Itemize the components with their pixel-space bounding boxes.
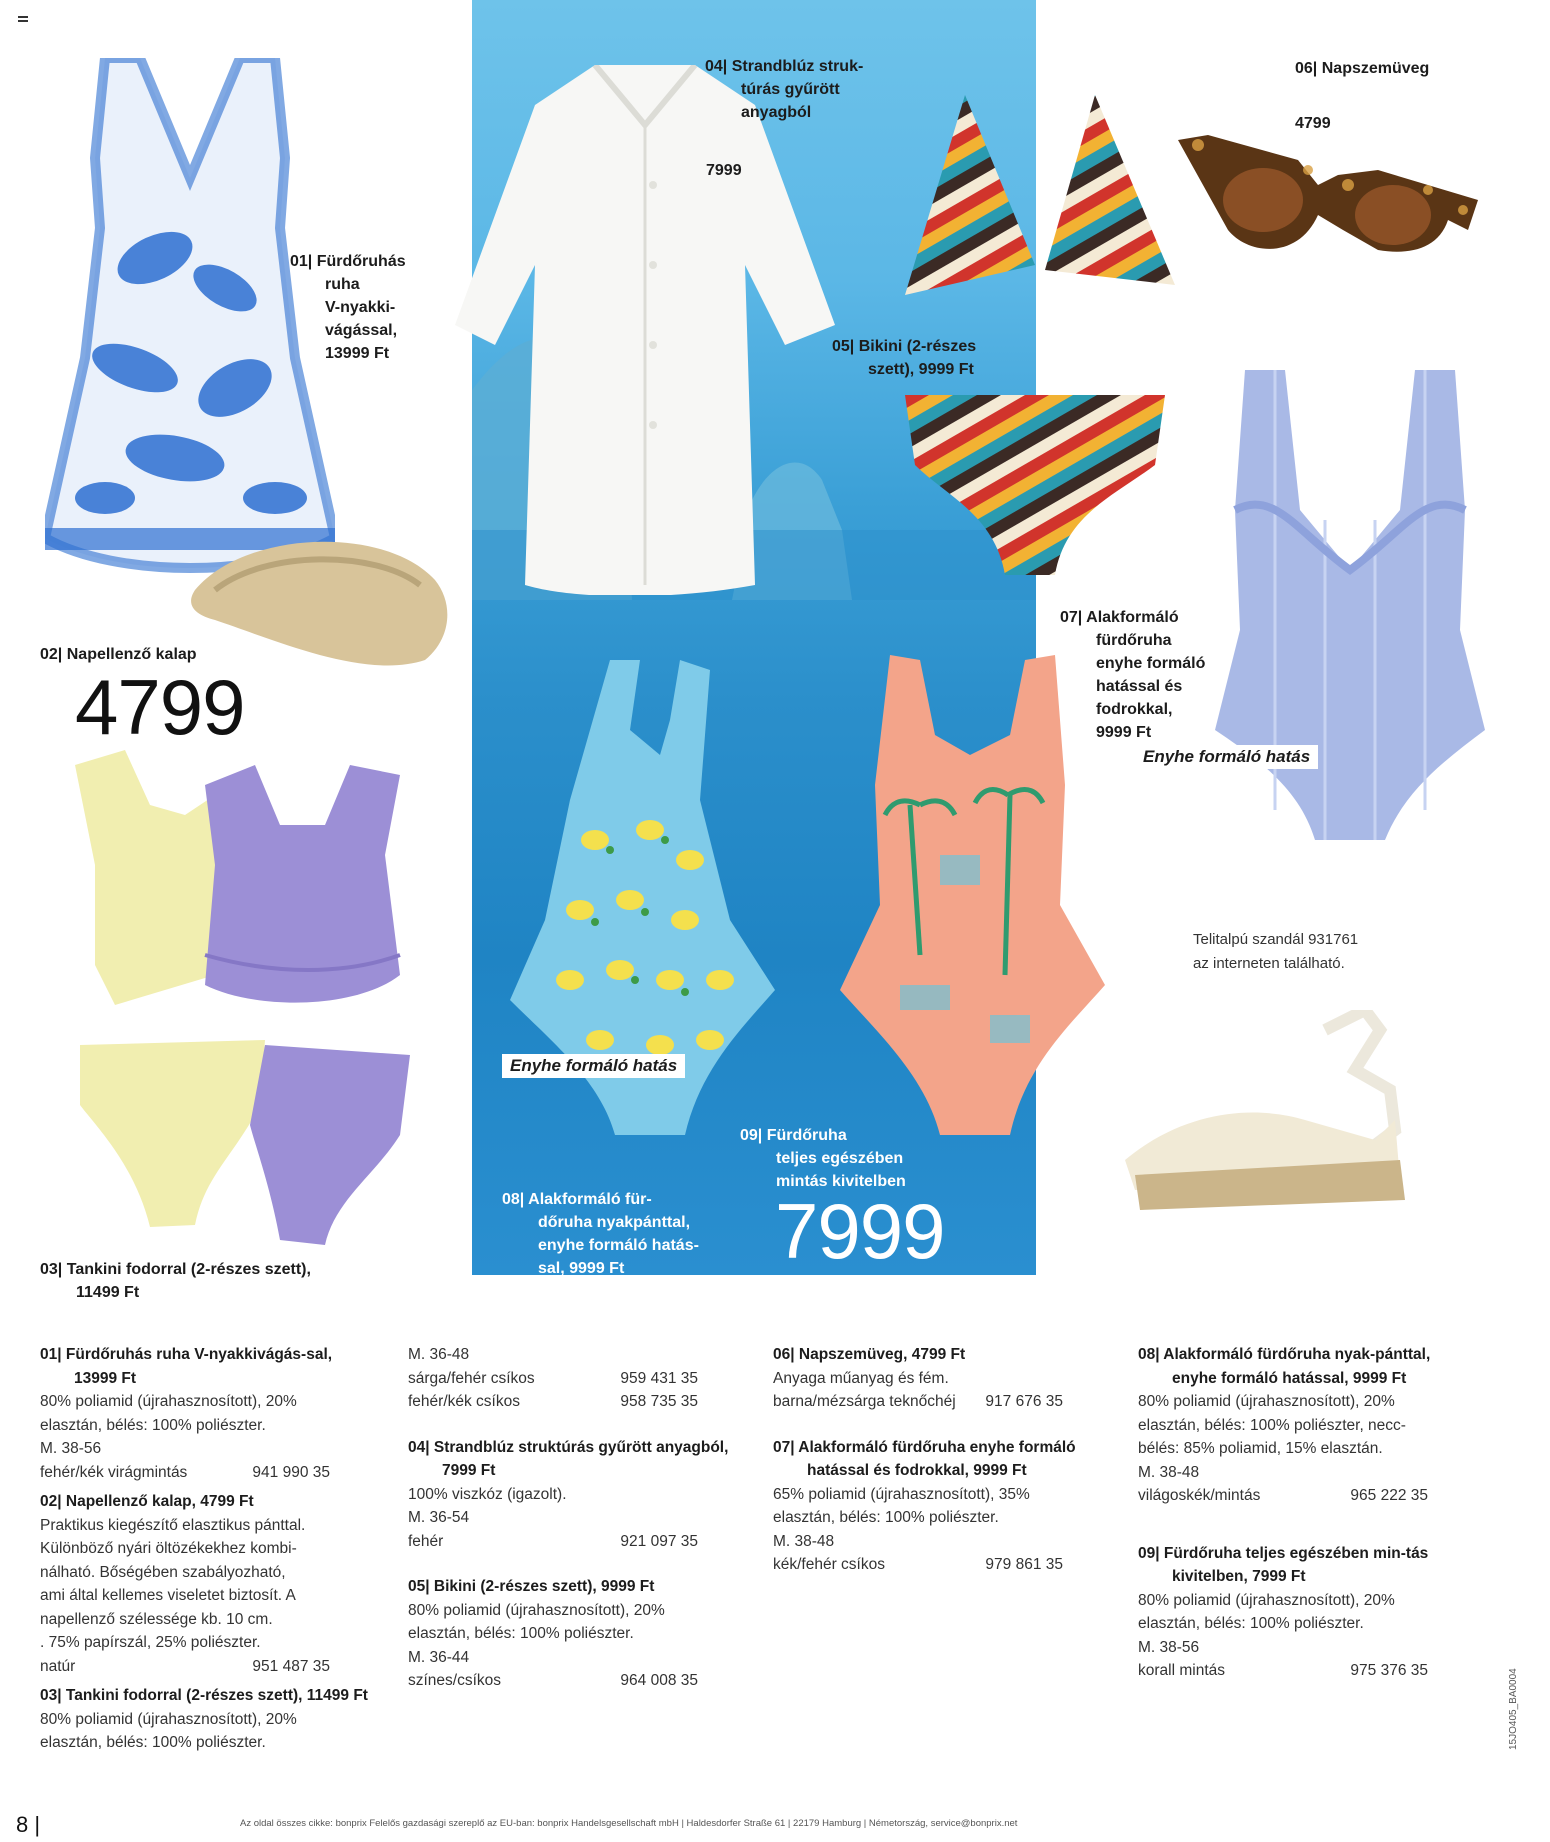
article-number: 921 097 35 <box>620 1532 698 1550</box>
description-entry <box>408 1343 738 1414</box>
label-08-line: enyhe formáló hatás- <box>538 1237 699 1254</box>
description-text: 80% poliamid (újrahasznosított), 20% elasztán, bélés: 100% poliészter. <box>40 1710 297 1751</box>
label-08-line: dőruha nyakpánttal, <box>538 1214 691 1231</box>
description-heading: 03| Tankini fodorral (2-részes szett), 11499 Ft <box>40 1687 368 1704</box>
description-heading: 04| Strandblúz struktúrás gyűrött anyagból, 7999 Ft <box>408 1438 729 1479</box>
label-01-line: ruha <box>325 276 360 293</box>
article-number: 917 676 35 <box>985 1393 1063 1410</box>
description-heading: 08| Alakformáló fürdőruha nyak-pánttal, enyhe formáló hatással, 9999 Ft <box>1138 1346 1431 1387</box>
article-number: 951 487 35 <box>252 1657 330 1675</box>
label-01 <box>290 250 406 365</box>
description-text: 100% viszkóz (igazolt). M. 36-54 <box>408 1485 567 1526</box>
description-entry <box>40 1490 370 1678</box>
label-01-line: vágással, <box>325 322 398 339</box>
description-entry <box>408 1436 738 1554</box>
description-entry <box>773 1343 1103 1414</box>
label-07-line: enyhe formáló <box>1096 655 1206 672</box>
label-04-number: 04| <box>705 58 728 75</box>
article-row <box>408 1669 738 1693</box>
shirt-icon <box>455 65 835 595</box>
label-09-number: 09| <box>740 1127 763 1144</box>
page-number: 8 | <box>16 1812 41 1837</box>
label-01-line: Fürdőruhás <box>316 253 406 270</box>
label-07-line: fodrokkal, <box>1096 701 1173 718</box>
description-text: 80% poliamid (újrahasznosított), 20% elasztán, bélés: 100% poliészter. M. 38-56 <box>1138 1591 1395 1656</box>
description-entry <box>773 1436 1103 1577</box>
description-column-2 <box>408 1343 738 1699</box>
label-02-number: 02| <box>40 646 63 663</box>
article-number: 958 735 35 <box>620 1393 698 1410</box>
price-06: 4799 <box>1295 115 1331 132</box>
article-variant: sárga/fehér csíkos <box>408 1369 535 1387</box>
article-number: 959 431 35 <box>620 1369 698 1387</box>
article-variant: korall mintás <box>1138 1662 1225 1679</box>
article-row <box>1138 1659 1468 1683</box>
article-row <box>40 1655 370 1679</box>
label-04-line: anyagból <box>741 104 812 121</box>
description-heading: 07| Alakformáló fürdőruha enyhe formáló hatással és fodrokkal, 9999 Ft <box>773 1438 1076 1479</box>
label-08-number: 08| <box>502 1191 525 1208</box>
description-text: 65% poliamid (újrahasznosított), 35% elasztán, bélés: 100% poliészter. M. 38-48 <box>773 1485 1030 1550</box>
label-05-line: szett), 9999 Ft <box>868 361 974 378</box>
label-09-line: mintás kivitelben <box>776 1173 906 1190</box>
article-number: 965 222 35 <box>1350 1487 1428 1504</box>
description-entry <box>40 1343 370 1484</box>
article-variant: színes/csíkos <box>408 1672 502 1689</box>
description-heading: 05| Bikini (2-részes szett), 9999 Ft <box>408 1578 655 1595</box>
bikini-top-icon <box>905 95 1175 310</box>
label-09-line: teljes egészében <box>776 1150 904 1167</box>
article-variant: fehér/kék virágmintás <box>40 1463 188 1481</box>
label-06-number: 06| <box>1295 60 1318 77</box>
label-05-line: Bikini (2-részes <box>858 338 977 355</box>
article-row <box>773 1390 1103 1414</box>
description-text: 80% poliamid (újrahasznosított), 20% elasztán, bélés: 100% poliészter, necc- bélés: 85% poliamid, 15% elasztán. M. 38-48 <box>1138 1393 1406 1481</box>
description-column-4 <box>1138 1343 1468 1689</box>
label-06 <box>1295 57 1429 80</box>
effect-badge-07: Enyhe formáló hatás <box>1135 745 1318 769</box>
article-number: 941 990 35 <box>252 1463 330 1481</box>
article-variant: fehér <box>408 1532 444 1550</box>
label-08-line: sal, 9999 Ft <box>538 1260 625 1277</box>
description-entry <box>408 1575 738 1693</box>
description-heading: 02| Napellenző kalap, 4799 Ft <box>40 1493 254 1510</box>
visor-hat-icon <box>185 530 455 680</box>
price-04: 7999 <box>706 162 742 179</box>
legal-footer: Az oldal összes cikke: bonprix Felelős gazdasági szereplő az EU-ban: bonprix Handelsgesellschaft mbH | Haldesdorfer Straße 61 | 22179 Hamburg | Németország, service@bonprix.net <box>240 1818 1018 1829</box>
menu-icon[interactable] <box>18 16 28 24</box>
sandal-note-line: az interneten található. <box>1193 955 1345 972</box>
description-text: M. 36-48 <box>408 1346 470 1363</box>
label-03 <box>40 1258 311 1304</box>
article-variant: natúr <box>40 1657 76 1675</box>
label-03-line: Tankini fodorral (2-részes szett), <box>66 1261 311 1278</box>
label-04 <box>705 55 863 124</box>
label-05-number: 05| <box>832 338 855 355</box>
label-01-line: V-nyakki- <box>325 299 396 316</box>
article-number: 979 861 35 <box>985 1556 1063 1573</box>
article-row <box>1138 1484 1468 1508</box>
description-text: 80% poliamid (újrahasznosított), 20% elasztán, bélés: 100% poliészter. M. 38-56 <box>40 1393 297 1457</box>
article-row <box>40 1461 370 1485</box>
price-02: 4799 <box>75 663 245 751</box>
label-07-number: 07| <box>1060 609 1083 626</box>
article-variant: világoskék/mintás <box>1138 1487 1261 1504</box>
label-07-line: fürdőruha <box>1096 632 1172 649</box>
description-text: Anyaga műanyag és fém. <box>773 1369 949 1387</box>
description-heading: 09| Fürdőruha teljes egészében min-tás kivitelben, 7999 Ft <box>1138 1544 1429 1585</box>
label-08 <box>502 1188 699 1280</box>
article-variant: fehér/kék csíkos <box>408 1393 520 1410</box>
sandal-icon <box>1125 1010 1425 1210</box>
label-03-line: 11499 Ft <box>76 1284 140 1301</box>
description-text: 80% poliamid (újrahasznosított), 20% elasztán, bélés: 100% poliészter. M. 36-44 <box>408 1601 665 1666</box>
article-row <box>408 1367 738 1391</box>
label-07-line: 9999 Ft <box>1096 724 1152 741</box>
swimsuit-icon <box>1215 370 1485 840</box>
label-05 <box>832 335 976 381</box>
article-row <box>773 1553 1103 1577</box>
label-01-line: 13999 Ft <box>325 345 390 362</box>
label-08-line: Alakformáló für- <box>528 1191 652 1208</box>
article-variant: kék/fehér csíkos <box>773 1556 885 1573</box>
description-heading: 06| Napszemüveg, 4799 Ft <box>773 1346 966 1363</box>
catalog-code: 15JO405_BA0004 <box>1508 1668 1519 1750</box>
tankini-icon <box>55 745 425 1250</box>
article-row <box>408 1530 738 1554</box>
sunglasses-icon <box>1178 130 1478 260</box>
label-04-line: Strandblúz struk- <box>731 58 864 75</box>
description-entry <box>1138 1542 1468 1683</box>
description-text: Praktikus kiegészítő elasztikus pánttal. Különböző nyári öltözékekhez kombi- nálható. Bőségében szabályozható, ami által kellemes viseletet biztosít. A napellenző szélessége kb. 10 cm. . 75% papírszál, 25% poliészter. <box>40 1516 306 1651</box>
article-variant: barna/mézsárga teknőchéj <box>773 1393 956 1410</box>
description-entry <box>40 1684 370 1755</box>
price-09: 7999 <box>775 1187 945 1275</box>
description-column-3 <box>773 1343 1103 1583</box>
article-row <box>408 1390 738 1414</box>
article-number: 964 008 35 <box>620 1672 698 1689</box>
label-02-text: Napellenző kalap <box>66 646 197 663</box>
article-number: 975 376 35 <box>1350 1662 1428 1679</box>
label-04-line: túrás gyűrött <box>741 81 840 98</box>
label-09 <box>740 1124 906 1193</box>
label-03-number: 03| <box>40 1261 63 1278</box>
label-06-text: Napszemüveg <box>1321 60 1430 77</box>
description-column-1 <box>40 1343 370 1761</box>
label-01-number: 01| <box>290 253 313 270</box>
sandal-note <box>1193 928 1358 976</box>
sandal-note-line: Telitalpú szandál 931761 <box>1193 931 1359 948</box>
effect-badge-08: Enyhe formáló hatás <box>502 1054 685 1078</box>
swimsuit-icon <box>840 655 1105 1135</box>
description-heading: 01| Fürdőruhás ruha V-nyakkivágás-sal, 13999 Ft <box>40 1346 333 1387</box>
label-07-line: Alakformáló <box>1086 609 1179 626</box>
bikini-bottom-icon <box>905 395 1165 575</box>
label-07-line: hatással és <box>1096 678 1183 695</box>
label-09-line: Fürdőruha <box>766 1127 847 1144</box>
description-entry <box>1138 1343 1468 1508</box>
